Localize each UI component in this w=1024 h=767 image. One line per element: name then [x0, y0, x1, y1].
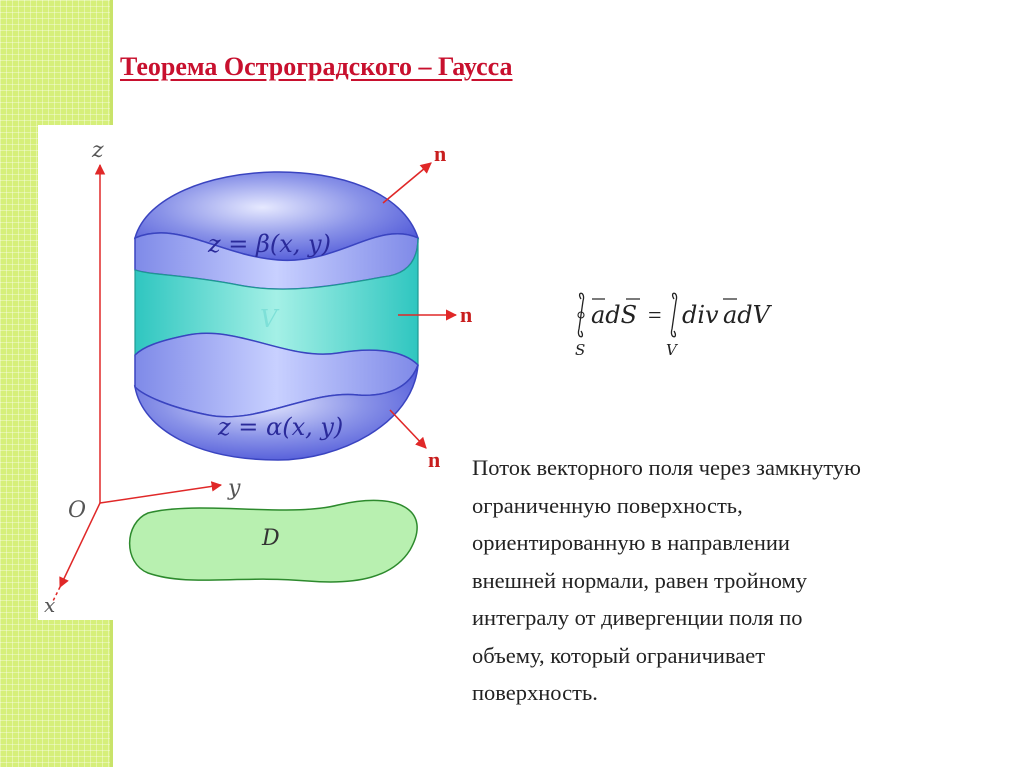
formula-rhs-limit: V: [666, 341, 677, 359]
gauss-formula: [568, 285, 798, 365]
formula-lhs-limit: S: [575, 341, 586, 359]
description-line-3: ориентированную в направлении: [472, 530, 790, 555]
y-axis-label: y: [228, 476, 241, 501]
bottom-surface-label: z = α(x, y): [218, 413, 344, 441]
formula-lhs: adS: [591, 301, 638, 329]
origin-label: O: [68, 498, 87, 523]
theorem-description: [472, 449, 1022, 712]
description-line-7: поверхность.: [472, 680, 598, 705]
normal-label-mid: n: [460, 302, 473, 327]
z-axis-label: z: [92, 138, 104, 163]
normal-label-bottom: n: [428, 447, 441, 472]
region-d-label: D: [262, 526, 280, 551]
description-line-1: Поток векторного поля через замкнутую: [472, 455, 861, 480]
description-line-4: внешней нормали, равен тройному: [472, 567, 808, 593]
normal-label-top: n: [434, 141, 447, 166]
volume-integral-sign: [671, 293, 676, 337]
slide-title: Теорема Остроградского – Гаусса: [120, 52, 513, 81]
surface-integral-sign: [578, 293, 583, 337]
formula-div: div: [682, 301, 719, 329]
description-line-2: ограниченную поверхность,: [472, 492, 743, 518]
volume-label: V: [260, 305, 278, 333]
description-line-6: объему, который ограничивает: [472, 642, 766, 668]
formula-equals: =: [648, 303, 662, 329]
description-line-5: интегралу от дивергенции поля по: [472, 605, 803, 630]
formula-rhs: adV: [723, 301, 771, 329]
gauss-figure: [38, 125, 498, 620]
top-surface-label: z = β(x, y): [208, 230, 331, 258]
x-axis-label: x: [44, 593, 56, 617]
